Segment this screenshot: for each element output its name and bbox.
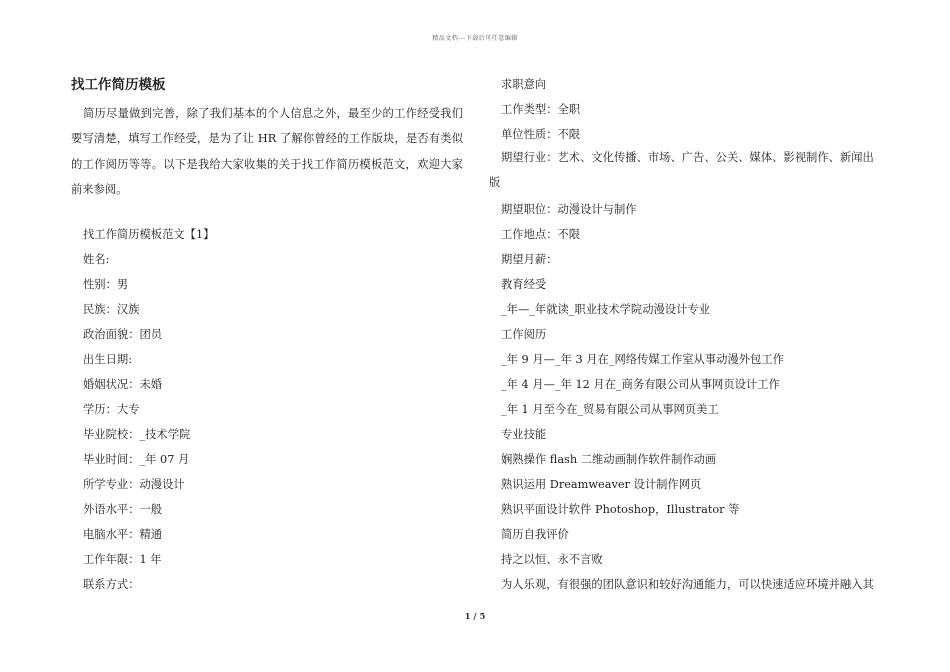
section-work-experience: 工作阅历 — [501, 328, 547, 341]
section-job-intent: 求职意向 — [501, 78, 547, 91]
field-job-type: 工作类型：全职 — [501, 103, 581, 116]
field-language-level: 外语水平：一般 — [83, 503, 163, 516]
page-indicator: 1 / 5 — [464, 612, 486, 622]
field-expected-salary: 期望月薪： — [501, 253, 558, 266]
field-school: 毕业院校：_技术学院 — [83, 428, 191, 441]
section-education: 教育经受 — [501, 278, 547, 291]
document-header-note: 精品文档---下载后可任意编辑 — [432, 35, 518, 42]
field-contact: 联系方式： — [83, 578, 140, 591]
field-name: 姓名: — [83, 253, 110, 266]
field-gender: 性别：男 — [83, 278, 129, 291]
education-entry: _年—_年就读_职业技术学院动漫设计专业 — [501, 303, 710, 316]
section-skills: 专业技能 — [501, 428, 547, 441]
self-evaluation-motto: 持之以恒、永不言败 — [501, 553, 603, 566]
field-work-location: 工作地点：不限 — [501, 228, 581, 241]
field-ethnicity: 民族：汉族 — [83, 303, 140, 316]
section-self-evaluation: 简历自我评价 — [501, 528, 569, 541]
self-evaluation-text: 为人乐观，有很强的团队意识和较好沟通能力，可以快速适应环境并融入其 — [501, 578, 874, 591]
field-computer-level: 电脑水平：精通 — [83, 528, 163, 541]
field-major: 所学专业：动漫设计 — [83, 478, 185, 491]
field-company-type: 单位性质：不限 — [501, 128, 581, 141]
field-marital-status: 婚姻状况：未婚 — [83, 378, 163, 391]
skill-entry-photoshop: 熟识平面设计软件 Photoshop，Illustrator 等 — [501, 503, 740, 516]
field-work-years: 工作年限：1 年 — [83, 553, 162, 566]
work-entry-2: _年 4 月—_年 12 月在_商务有限公司从事网页设计工作 — [501, 378, 780, 391]
skill-entry-dreamweaver: 熟识运用 Dreamweaver 设计制作网页 — [501, 478, 702, 491]
skill-entry-flash: 娴熟操作 flash 二维动画制作软件制作动画 — [501, 453, 717, 466]
field-political-status: 政治面貌：团员 — [83, 328, 163, 341]
work-entry-1: _年 9 月—_年 3 月在_网络传媒工作室从事动漫外包工作 — [501, 353, 784, 366]
work-entry-3: _年 1 月至今在_贸易有限公司从事网页美工 — [501, 403, 719, 416]
section-heading-sample: 找工作简历模板范文【1】 — [83, 228, 215, 241]
intro-paragraph: 简历尽量做到完善，除了我们基本的个人信息之外，最至少的工作经受我们要写清楚，填写工作经受，是为了让 HR 了解你曾经的工作版块，是否有类似的工作阅历等等。以下是我给大家收集的关于找工作简历模板范文，欢迎大家前来参阅。 — [71, 107, 463, 196]
field-expected-industry: 期望行业：艺术、文化传播、市场、广告、公关、媒体、影视制作、新闻出版 — [489, 151, 874, 189]
document-title: 找工作简历模板 — [71, 77, 166, 93]
field-birth-date: 出生日期: — [83, 353, 132, 366]
field-education: 学历：大专 — [83, 403, 140, 416]
field-graduation-date: 毕业时间：_年 07 月 — [83, 453, 190, 466]
field-expected-position: 期望职位：动漫设计与制作 — [501, 203, 637, 216]
